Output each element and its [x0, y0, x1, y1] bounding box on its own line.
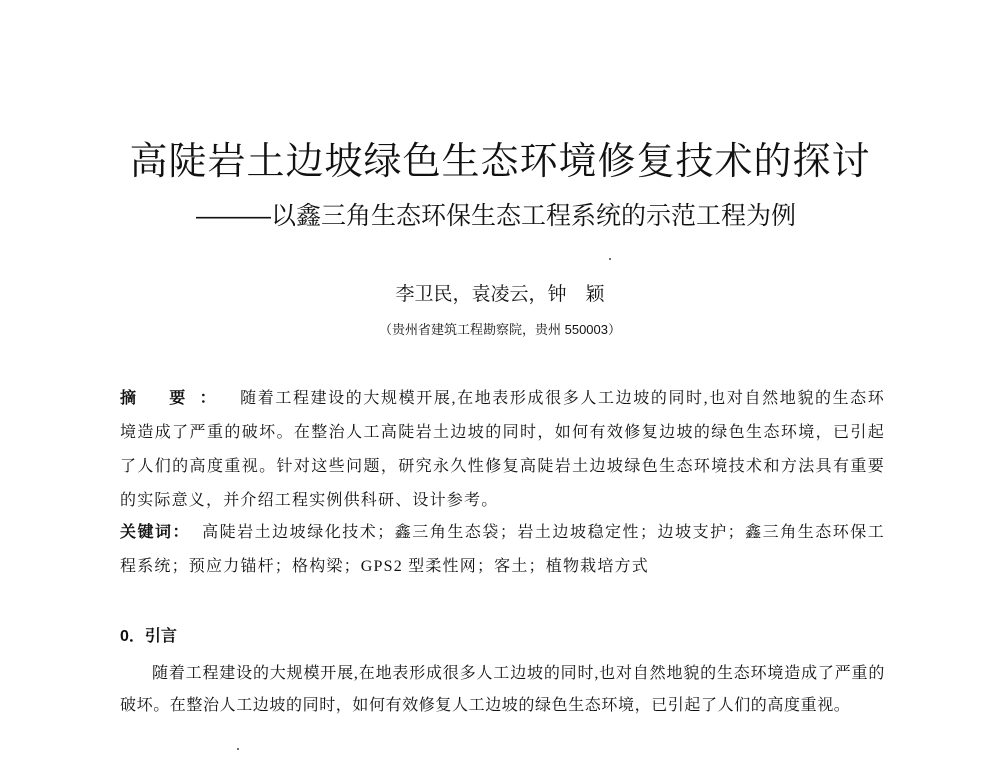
author-list: 李卫民，袁凌云，钟 颖 [395, 284, 605, 305]
introduction-paragraph: 随着工程建设的大规模开展,在地表形成很多人工边坡的同时,也对自然地貌的生态环境造成了严重的破坏。在整治人工边坡的同时，如何有效修复人工边坡的绿色生态环境，已引起了人们的高度重视。 [120, 665, 885, 714]
scan-speck [609, 258, 611, 260]
author-affiliation: （贵州省建筑工程勘察院，贵州 550003） [379, 322, 621, 337]
keywords-text: 高陡岩土边坡绿化技术；鑫三角生态袋；岩土边坡稳定性；边坡支护；鑫三角生态环保工程系统；预应力锚杆；格构梁；GPS2 型柔性网；客土；植物栽培方式 [120, 524, 885, 575]
abstract-text: 随着工程建设的大规模开展,在地表形成很多人工边坡的同时,也对自然地貌的生态环境造成了严重的破坏。在整治人工高陡岩土边坡的同时，如何有效修复边坡的绿色生态环境，已引起了人们的高度重视。针对这些问题，研究永久性修复高陡岩土边坡绿色生态环境技术和方法具有重要的实际意义，并介绍工程实例供科研、设计参考。 [120, 390, 885, 509]
section-heading-introduction: 0．引言 [120, 628, 177, 645]
keywords-label: 关键词： [120, 524, 191, 541]
keywords-block [120, 516, 885, 584]
paper-title: 高陡岩土边坡绿色生态环境修复技术的探讨 [129, 141, 871, 183]
paper-subtitle: ———以鑫三角生态环保生态工程系统的示范工程为例 [196, 202, 797, 230]
scan-speck [237, 748, 239, 750]
abstract-label: 摘 要： [120, 390, 231, 407]
abstract-block [120, 382, 885, 518]
